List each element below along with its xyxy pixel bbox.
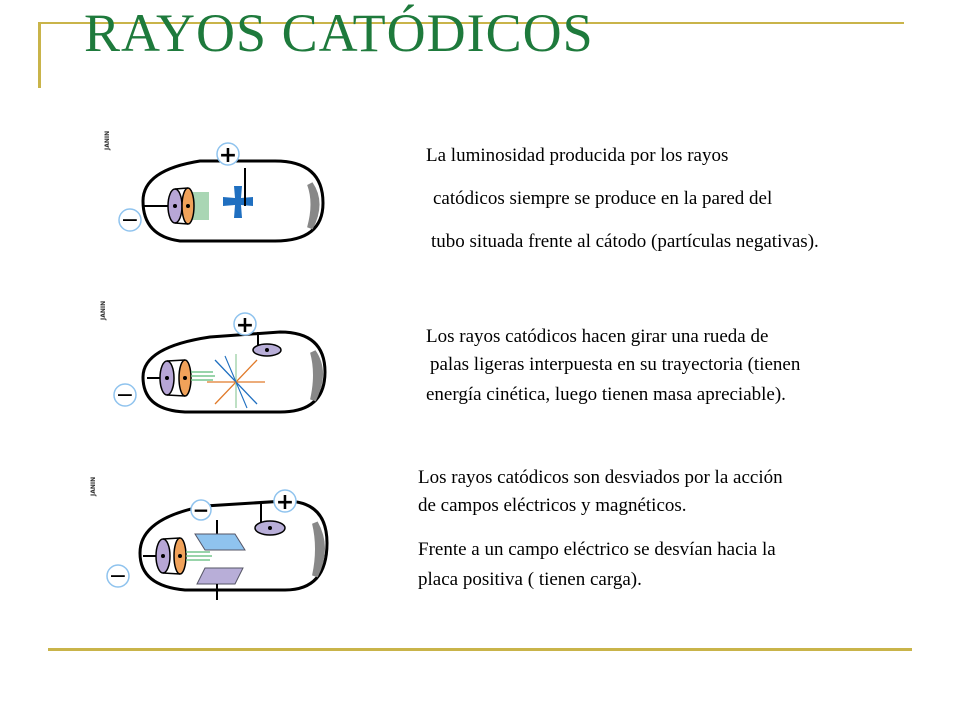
section-1-line-1: La luminosidad producida por los rayos bbox=[426, 145, 729, 166]
section-1-line-2: catódicos siempre se produce en la pared del bbox=[433, 188, 773, 209]
section-2-line-2: palas ligeras interpuesta en su trayectoria (tienen bbox=[430, 354, 801, 375]
diagram-electric-deflection-tube bbox=[85, 458, 345, 608]
section-1-line-3: tubo situada frente al cátodo (partículas negativas). bbox=[431, 231, 819, 252]
fluorescent-wall bbox=[310, 184, 317, 228]
section-3-line-3: Frente a un campo eléctrico se desvían hacia la bbox=[418, 539, 776, 560]
positive-sign: + bbox=[235, 313, 255, 338]
section-3-line-1: Los rayos catódicos son desviados por la acción bbox=[418, 467, 783, 488]
negative-sign: − bbox=[120, 208, 140, 233]
plate-negative-sign: − bbox=[192, 498, 210, 522]
left-accent-rule bbox=[38, 22, 41, 88]
section-3-line-4: placa positiva ( tienen carga). bbox=[418, 569, 642, 590]
fluorescent-wall bbox=[315, 523, 322, 576]
negative-sign: − bbox=[115, 383, 135, 408]
fluorescent-wall bbox=[313, 352, 320, 400]
image-credit: JANIN bbox=[104, 130, 111, 150]
image-credit: JANIN bbox=[100, 300, 107, 320]
positive-sign: + bbox=[218, 143, 238, 168]
section-2-line-1: Los rayos catódicos hacen girar una rueda de bbox=[426, 326, 769, 347]
section-2-line-3: energía cinética, luego tienen masa apreciable). bbox=[426, 384, 786, 405]
diagram-paddle-wheel-tube bbox=[95, 292, 335, 432]
diagram-maltese-cross-tube bbox=[95, 118, 335, 258]
bottom-accent-rule bbox=[48, 648, 912, 651]
page-title: RAYOS CATÓDICOS bbox=[84, 3, 594, 63]
image-credit: JANIN bbox=[90, 476, 97, 496]
lower-plate bbox=[197, 568, 243, 584]
negative-sign: − bbox=[108, 564, 128, 589]
positive-sign: + bbox=[275, 490, 295, 515]
section-3-line-2: de campos eléctricos y magnéticos. bbox=[418, 495, 687, 516]
